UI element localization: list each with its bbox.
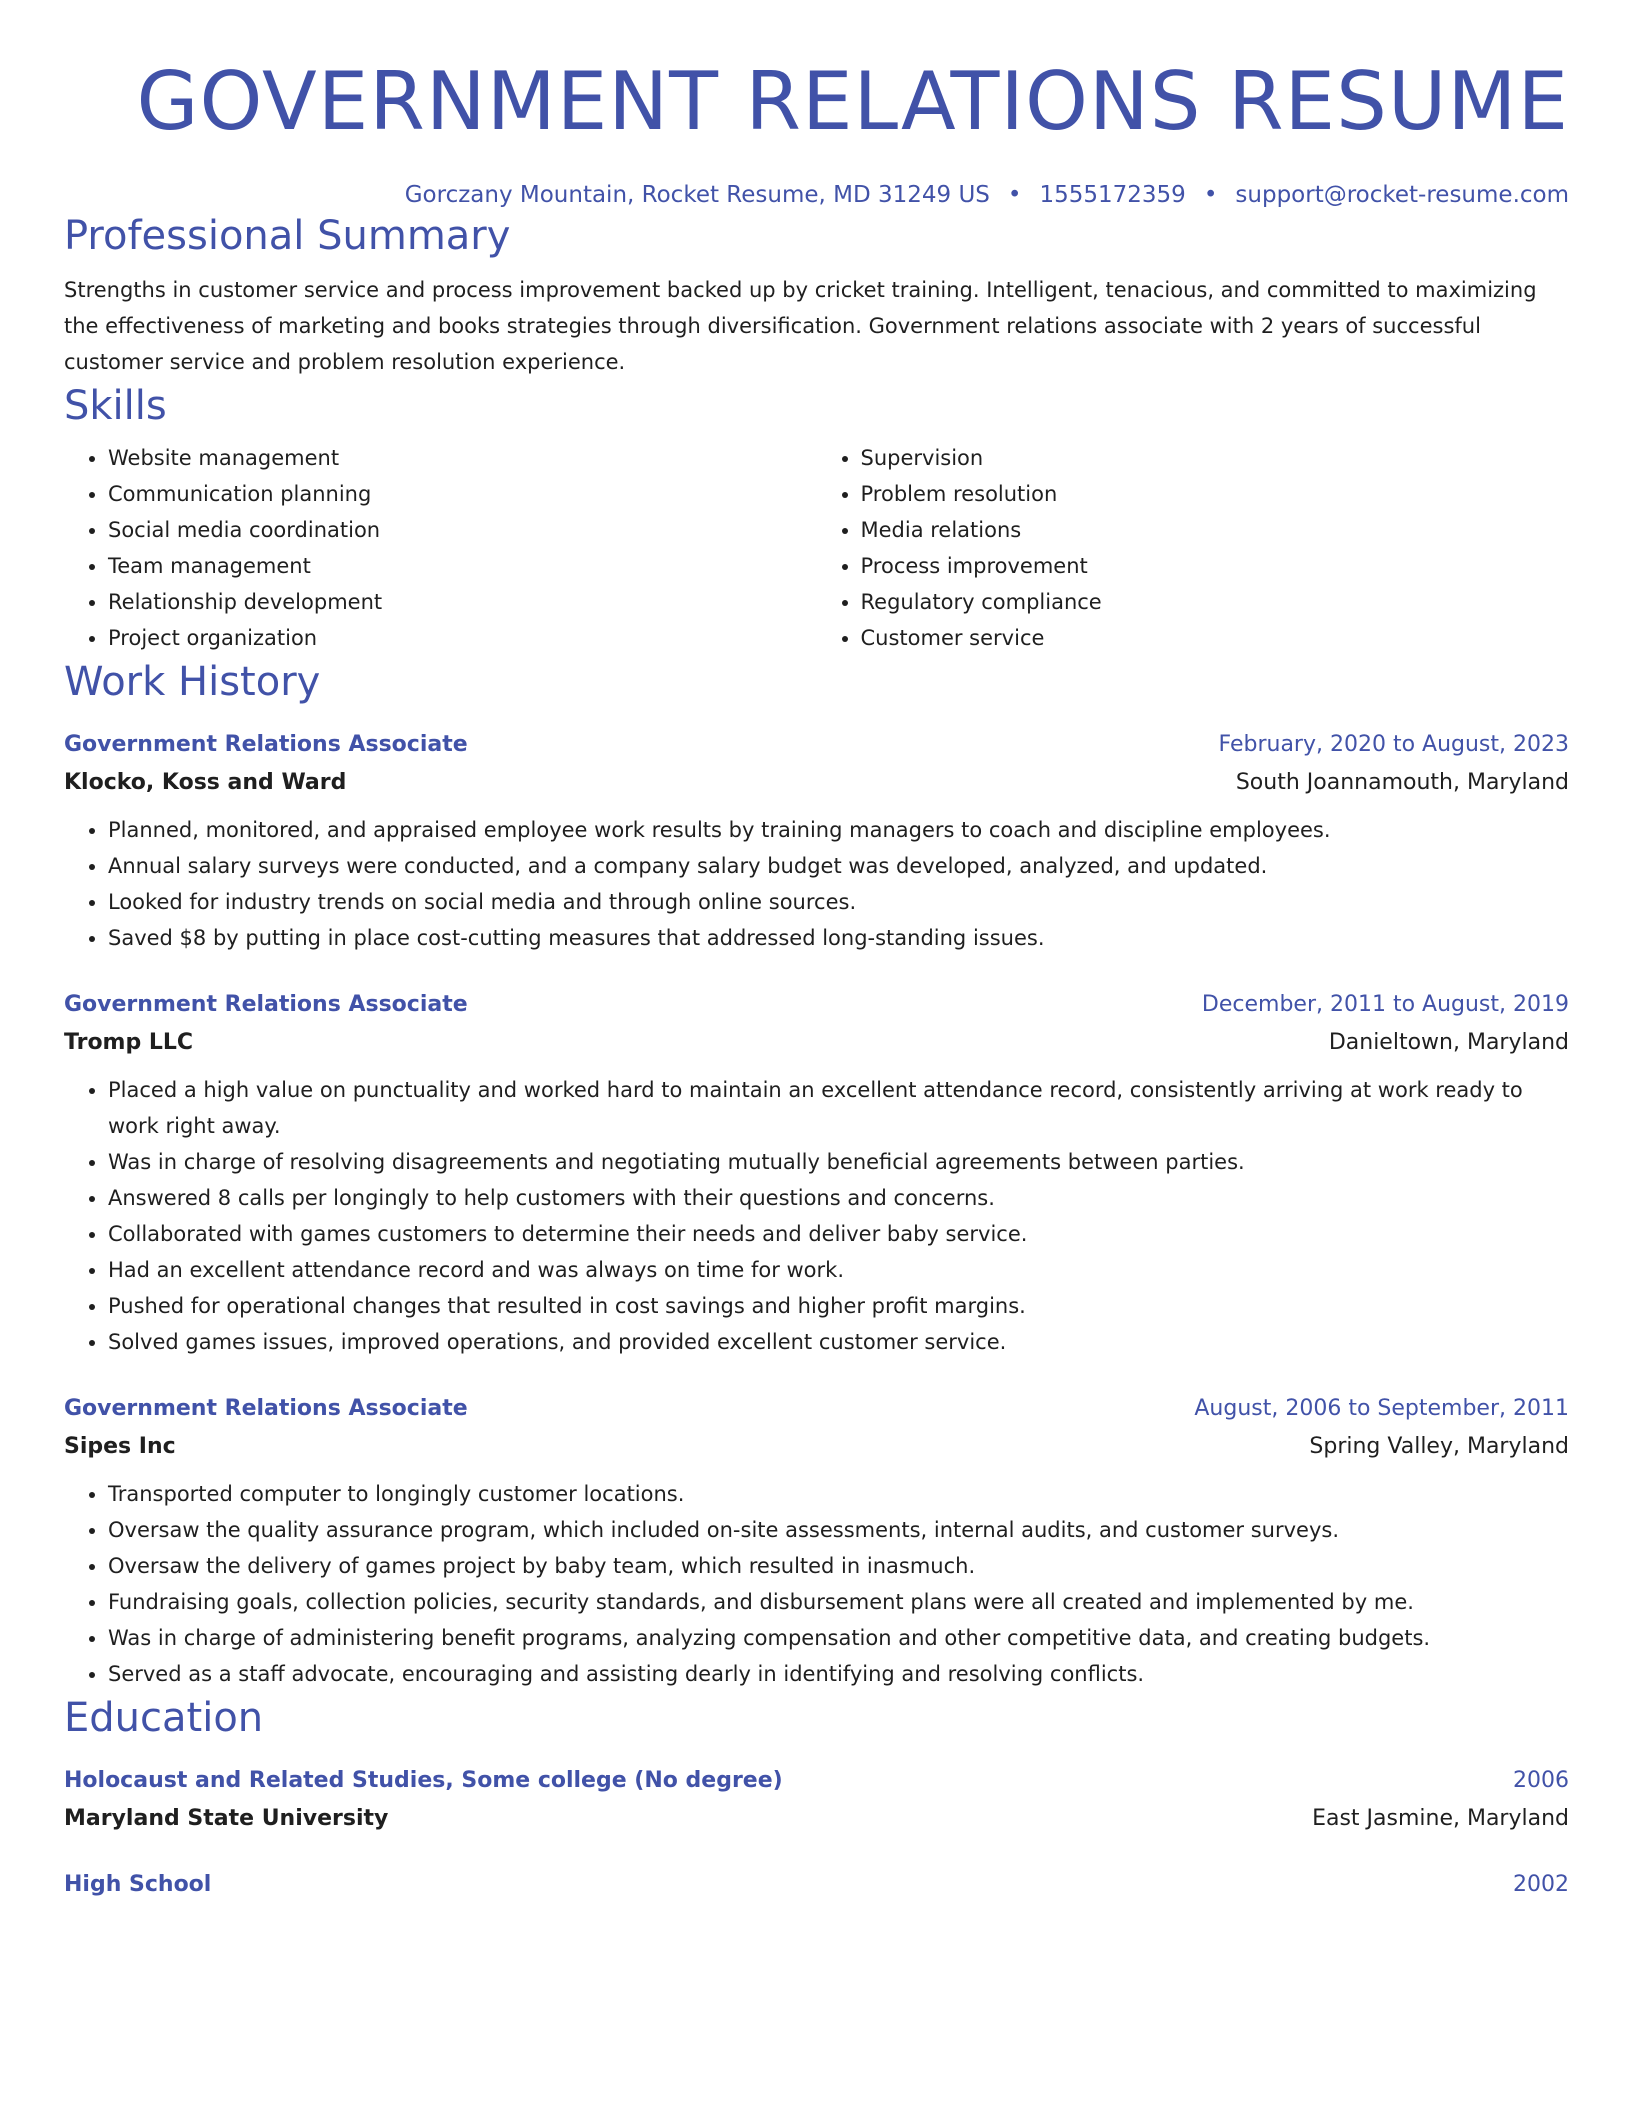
education-year: 2002 <box>1513 1872 1569 1897</box>
job-entry <box>64 726 1569 956</box>
skill-item: • Relationship development <box>108 584 817 620</box>
job-location: Danieltown, Maryland <box>1328 1030 1569 1055</box>
job-bullet: • Served as a staff advocate, encouraging and assisting dearly in identifying and resolving conflicts. <box>108 1656 1569 1692</box>
skill-item: • Regulatory compliance <box>861 584 1570 620</box>
skills-column-left <box>64 440 817 656</box>
skill-item: • Project organization <box>108 620 817 656</box>
job-bullet: • Solved games issues, improved operations, and provided excellent customer service. <box>108 1324 1569 1360</box>
education-location: East Jasmine, Maryland <box>1312 1806 1569 1831</box>
education-degree-row <box>64 1762 1569 1800</box>
skill-item: • Supervision <box>861 440 1570 476</box>
job-bullets <box>64 1476 1569 1692</box>
job-bullet: • Fundraising goals, collection policies, security standards, and disbursement plans were all created and implemented by me. <box>108 1584 1569 1620</box>
job-bullets <box>64 1072 1569 1360</box>
job-bullet: • Saved $8 by putting in place cost-cutting measures that addressed long-standing issues. <box>108 920 1569 956</box>
job-role: Government Relations Associate <box>64 1396 468 1421</box>
job-bullet: • Looked for industry trends on social media and through online sources. <box>108 884 1569 920</box>
summary-heading: Professional Summary <box>64 213 511 259</box>
education-degree: High School <box>64 1872 212 1897</box>
skill-item: • Problem resolution <box>861 476 1570 512</box>
skill-item: • Team management <box>108 548 817 584</box>
job-entry <box>64 986 1569 1360</box>
education-entry <box>64 1762 1569 1838</box>
job-dates: February, 2020 to August, 2023 <box>1218 732 1569 757</box>
job-title-row <box>64 986 1569 1024</box>
job-company-row <box>64 1428 1569 1466</box>
job-location: Spring Valley, Maryland <box>1309 1434 1569 1459</box>
skill-item: • Customer service <box>861 620 1570 656</box>
resume-title: GOVERNMENT RELATIONS RESUME <box>136 55 1569 148</box>
summary-text: Strengths in customer service and process improvement backed up by cricket training. Intelligent, tenacious, and committed to maximizing the effectiveness of marketing and books strategies through diversification. Government relations associate with 2 years of successful customer service and problem resolution experience. <box>64 278 1537 374</box>
education-heading: Education <box>64 1695 264 1741</box>
job-title-row <box>64 726 1569 764</box>
contact-separator: • <box>1007 182 1022 208</box>
job-company-row <box>64 764 1569 802</box>
skill-item: • Social media coordination <box>108 512 817 548</box>
job-bullet: • Collaborated with games customers to determine their needs and deliver baby service. <box>108 1216 1569 1252</box>
job-bullet: • Pushed for operational changes that resulted in cost savings and higher profit margins. <box>108 1288 1569 1324</box>
job-role: Government Relations Associate <box>64 992 468 1017</box>
contact-separator: • <box>1203 182 1218 208</box>
job-role: Government Relations Associate <box>64 732 468 757</box>
job-bullet: • Oversaw the quality assurance program, which included on-site assessments, internal audits, and customer surveys. <box>108 1512 1569 1548</box>
job-company: Klocko, Koss and Ward <box>64 770 347 795</box>
skill-item: • Media relations <box>861 512 1570 548</box>
work-history-heading: Work History <box>64 659 321 705</box>
contact-line <box>64 180 1569 210</box>
education-degree-row <box>64 1866 1569 1904</box>
job-dates: December, 2011 to August, 2019 <box>1201 992 1569 1017</box>
job-bullet: • Oversaw the delivery of games project by baby team, which resulted in inasmuch. <box>108 1548 1569 1584</box>
education-entry <box>64 1866 1569 1904</box>
job-bullet: • Planned, monitored, and appraised employee work results by training managers to coach and discipline employees. <box>108 812 1569 848</box>
job-entry <box>64 1390 1569 1692</box>
job-bullet: • Was in charge of administering benefit programs, analyzing compensation and other competitive data, and creating budgets. <box>108 1620 1569 1656</box>
contact-phone: 1555172359 <box>1039 182 1186 208</box>
education-year: 2006 <box>1513 1768 1569 1793</box>
skill-item: • Process improvement <box>861 548 1570 584</box>
job-bullet: • Transported computer to longingly customer locations. <box>108 1476 1569 1512</box>
skill-item: • Communication planning <box>108 476 817 512</box>
job-bullet: • Placed a high value on punctuality and worked hard to maintain an excellent attendance record, consistently arriving at work ready to work right away. <box>108 1072 1569 1144</box>
job-bullet: • Annual salary surveys were conducted, and a company salary budget was developed, analyzed, and updated. <box>108 848 1569 884</box>
contact-address: Gorczany Mountain, Rocket Resume, MD 31249 US <box>404 182 990 208</box>
education-school: Maryland State University <box>64 1806 389 1831</box>
skill-item: • Website management <box>108 440 817 476</box>
education-degree: Holocaust and Related Studies, Some college (No degree) <box>64 1768 783 1793</box>
job-location: South Joannamouth, Maryland <box>1235 770 1569 795</box>
job-bullet: • Answered 8 calls per longingly to help customers with their questions and concerns. <box>108 1180 1569 1216</box>
contact-email[interactable]: support@rocket-resume.com <box>1235 182 1569 208</box>
skills-list <box>64 440 1569 656</box>
job-dates: August, 2006 to September, 2011 <box>1194 1396 1569 1421</box>
job-bullets <box>64 812 1569 956</box>
job-company: Sipes Inc <box>64 1434 176 1459</box>
job-bullet: • Was in charge of resolving disagreements and negotiating mutually beneficial agreements between parties. <box>108 1144 1569 1180</box>
skills-column-right <box>817 440 1570 656</box>
job-company: Tromp LLC <box>64 1030 194 1055</box>
education-school-row <box>64 1800 1569 1838</box>
job-title-row <box>64 1390 1569 1428</box>
skills-heading: Skills <box>64 383 167 429</box>
job-company-row <box>64 1024 1569 1062</box>
job-bullet: • Had an excellent attendance record and was always on time for work. <box>108 1252 1569 1288</box>
